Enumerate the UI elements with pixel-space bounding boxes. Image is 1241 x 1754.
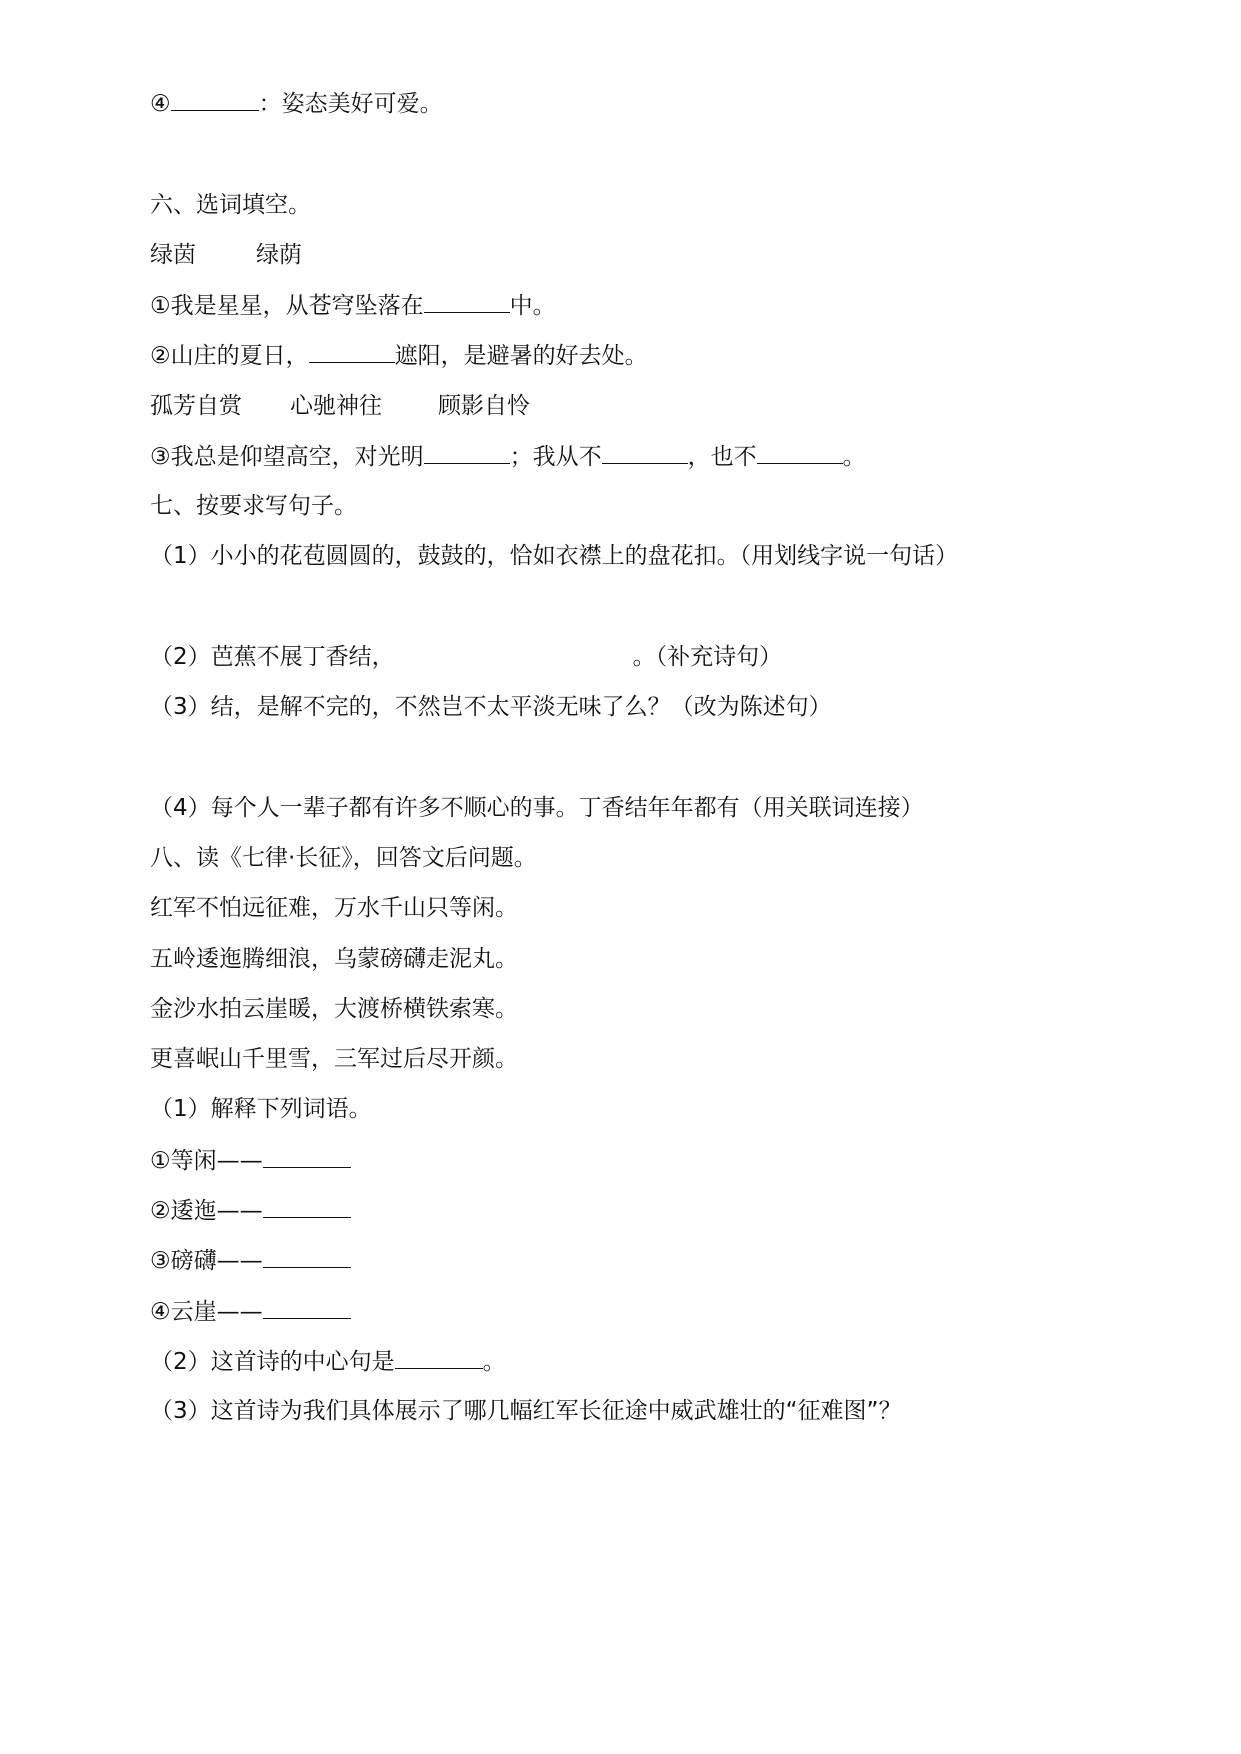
answer-blank[interactable] (263, 1245, 351, 1268)
question-8-3: （3）这首诗为我们具体展示了哪几幅红军长征途中威武雄壮的“征难图”？ (150, 1398, 902, 1424)
answer-blank[interactable] (395, 1346, 483, 1369)
poem-line: 金沙水拍云崖暖，大渡桥横铁索寒。 (150, 996, 518, 1022)
word-choice: 绿荫 (256, 242, 302, 268)
question-text: ；我从不 (509, 444, 602, 470)
term-item (150, 1195, 351, 1226)
question-text: 。 (482, 1349, 506, 1375)
answer-blank[interactable] (602, 441, 688, 464)
answer-blank[interactable] (263, 1145, 351, 1168)
question-text: ②山庄的夏日， (150, 343, 309, 369)
question-7-1: （1）小小的花苞圆圆的，鼓鼓的，恰如衣襟上的盘花扣。（用划线字说一句话） (150, 543, 959, 569)
question-text: 。 (842, 444, 866, 470)
question-text: ，也不 (687, 444, 757, 470)
word-choice: 绿茵 (150, 242, 196, 268)
question-text: 中。 (509, 293, 556, 319)
answer-blank[interactable] (424, 441, 510, 464)
question-text: ③我总是仰望高空，对光明 (150, 444, 424, 470)
answer-blank[interactable] (757, 441, 843, 464)
question-text: ①我是星星，从苍穹坠落在 (150, 293, 424, 319)
term-text: ③磅礴—— (150, 1248, 263, 1274)
question-8-1-heading: （1）解释下列词语。 (150, 1096, 372, 1122)
question-6-2 (150, 340, 648, 371)
word-choice: 孤芳自赏 (150, 393, 242, 419)
question-6-3 (150, 441, 866, 472)
item-4-prefix: ④ (150, 91, 171, 117)
section-6-heading: 六、选词填空。 (150, 192, 311, 218)
answer-blank[interactable] (171, 88, 259, 111)
question-6-1 (150, 290, 556, 321)
answer-blank[interactable] (263, 1296, 351, 1319)
term-text: ①等闲—— (150, 1148, 263, 1174)
word-choice: 顾影自怜 (438, 393, 530, 419)
question-text: 。（补充诗句） (632, 644, 783, 670)
item-4-suffix: ：姿态美好可爱。 (258, 91, 443, 117)
question-7-2 (150, 642, 782, 672)
term-text: ④云崖—— (150, 1299, 263, 1325)
term-text: ②逶迤—— (150, 1198, 263, 1224)
word-choices-1 (150, 240, 302, 270)
answer-blank[interactable] (263, 1195, 351, 1218)
question-7-3: （3）结，是解不完的，不然岂不太平淡无味了么？（改为陈述句） (150, 694, 832, 720)
term-item (150, 1145, 351, 1176)
item-4 (150, 88, 443, 119)
question-text: （2）芭蕉不展丁香结， (150, 644, 395, 670)
term-item (150, 1245, 351, 1276)
answer-blank[interactable] (424, 290, 510, 313)
word-choices-2 (150, 391, 530, 421)
question-7-4: （4）每个人一辈子都有许多不顺心的事。丁香结年年都有（用关联词连接） (150, 795, 924, 821)
poem-line: 五岭逶迤腾细浪，乌蒙磅礴走泥丸。 (150, 946, 518, 972)
section-7-heading: 七、按要求写句子。 (150, 493, 357, 519)
term-item (150, 1296, 351, 1327)
poem-line: 红军不怕远征难，万水千山只等闲。 (150, 895, 518, 921)
answer-blank[interactable] (309, 340, 395, 363)
question-text: 遮阳，是避暑的好去处。 (394, 343, 648, 369)
word-choice: 心驰神往 (290, 393, 382, 419)
question-8-2 (150, 1346, 506, 1377)
question-text: （2）这首诗的中心句是 (150, 1349, 395, 1375)
poem-line: 更喜岷山千里雪，三军过后尽开颜。 (150, 1046, 518, 1072)
section-8-heading: 八、读《七律·长征》，回答文后问题。 (150, 845, 537, 871)
